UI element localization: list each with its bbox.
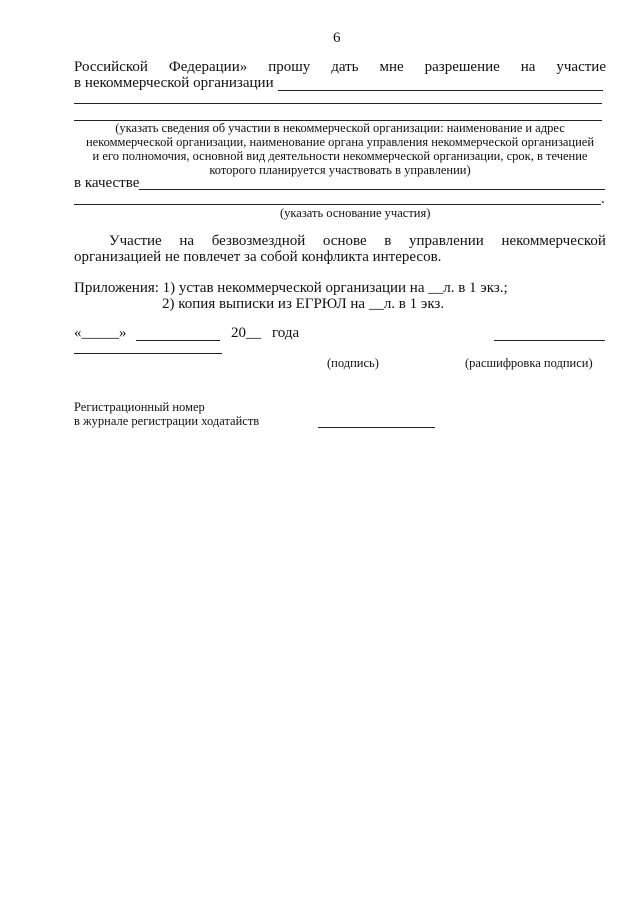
statement-word: в bbox=[384, 233, 392, 249]
intro-word: на bbox=[520, 59, 536, 75]
date-month-blank[interactable] bbox=[136, 340, 220, 341]
statement-word: некоммерческой bbox=[501, 233, 606, 249]
intro-word: дать bbox=[331, 59, 359, 75]
statement-word: на bbox=[179, 233, 195, 249]
hint-line: которого планируется участвовать в управлении) bbox=[209, 163, 471, 177]
intro-word: Российской bbox=[74, 59, 148, 75]
date-day[interactable]: «_____» bbox=[74, 325, 127, 341]
organization-blank-1[interactable] bbox=[278, 90, 603, 91]
capacity-hint: (указать основание участия) bbox=[280, 206, 431, 220]
intro-word: участие bbox=[556, 59, 606, 75]
hint-line: (указать сведения об участии в некоммерческой организации: наименование и адрес bbox=[115, 121, 565, 135]
statement-line-1 bbox=[109, 233, 606, 249]
organization-info-hint bbox=[70, 121, 610, 177]
page-number: 6 bbox=[333, 30, 341, 46]
attachments-line-1: Приложения: 1) устав некоммерческой организации на __л. в 1 экз.; bbox=[74, 280, 508, 296]
capacity-end-dot: . bbox=[601, 191, 605, 207]
statement-word: Участие bbox=[109, 233, 162, 249]
capacity-blank-2[interactable] bbox=[74, 204, 601, 205]
date-year-word: года bbox=[272, 325, 300, 341]
capacity-label: в качестве bbox=[74, 175, 140, 191]
capacity-blank-1[interactable] bbox=[139, 189, 605, 190]
intro-word: мне bbox=[379, 59, 404, 75]
intro-word: разрешение bbox=[424, 59, 500, 75]
registration-number-blank[interactable] bbox=[318, 427, 435, 428]
hint-line: и его полномочия, основной вид деятельности некоммерческой организации, срок, в течение bbox=[92, 149, 588, 163]
statement-line-2: организацией не повлечет за собой конфликта интересов. bbox=[74, 249, 442, 265]
statement-word: безвозмездной bbox=[211, 233, 306, 249]
attachments-line-2: 2) копия выписки из ЕГРЮЛ на __л. в 1 экз. bbox=[162, 296, 445, 312]
organization-blank-2[interactable] bbox=[74, 103, 602, 104]
registration-label-1: Регистрационный номер bbox=[74, 400, 205, 414]
hint-line: некоммерческой организации, наименование органа управления некоммерческой организацией bbox=[85, 135, 595, 149]
intro-word: Федерации» bbox=[168, 59, 248, 75]
decoding-blank[interactable] bbox=[494, 340, 605, 341]
statement-word: основе bbox=[322, 233, 367, 249]
decoding-label: (расшифровка подписи) bbox=[465, 356, 593, 370]
date-year[interactable]: 20__ bbox=[231, 325, 261, 341]
statement-word: управлении bbox=[409, 233, 484, 249]
intro-word: прошу bbox=[268, 59, 311, 75]
intro-line-2: в некоммерческой организации bbox=[74, 75, 274, 91]
registration-label-2: в журнале регистрации ходатайств bbox=[74, 414, 260, 428]
signature-label: (подпись) bbox=[327, 356, 379, 370]
signature-blank[interactable] bbox=[74, 353, 222, 354]
intro-line-1 bbox=[74, 59, 606, 75]
